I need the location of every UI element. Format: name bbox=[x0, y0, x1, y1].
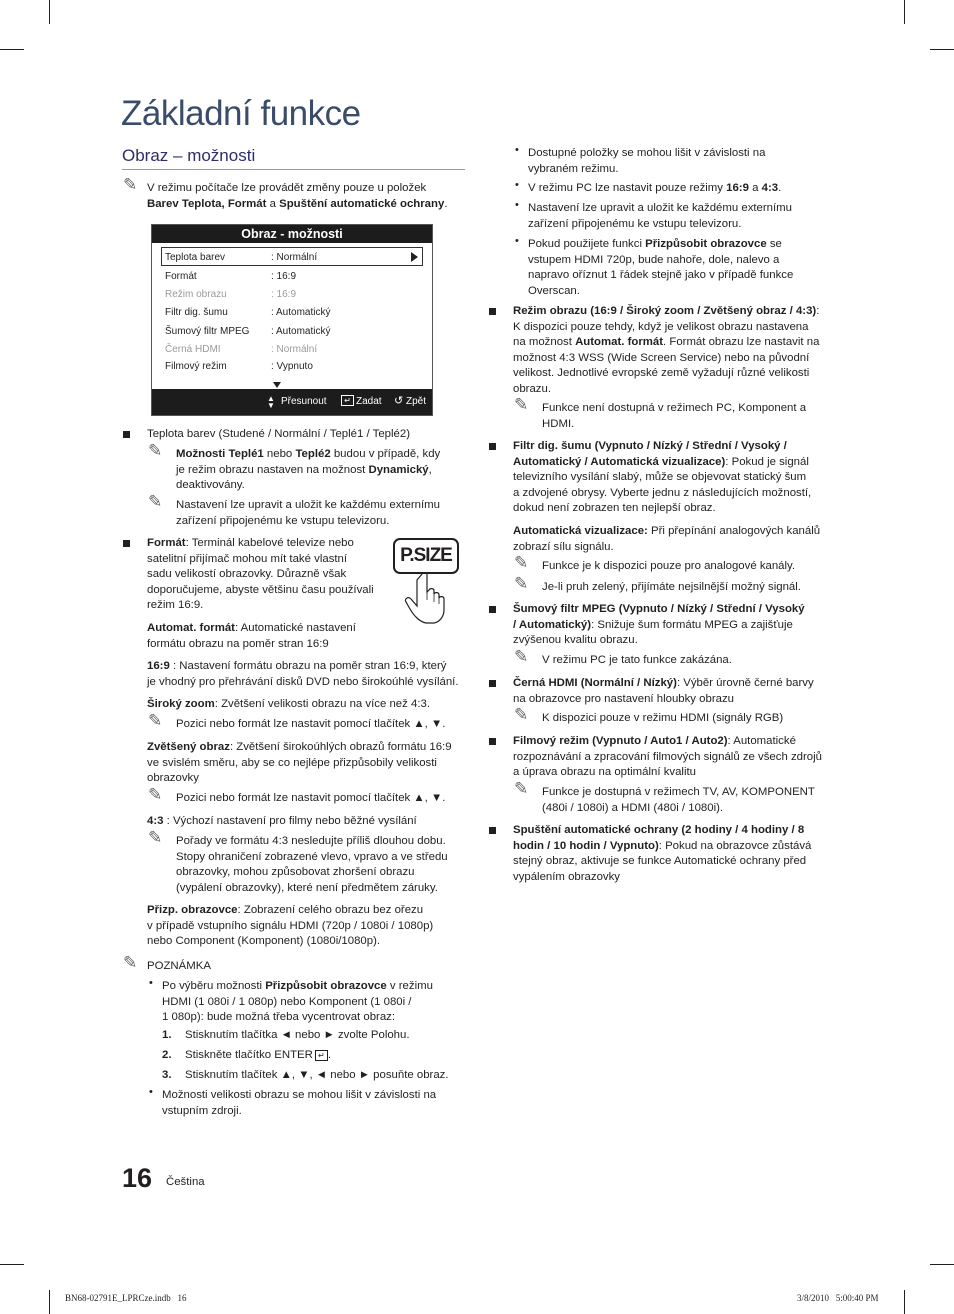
square-bullet bbox=[489, 738, 496, 745]
crop-mark bbox=[0, 49, 24, 50]
square-bullet bbox=[489, 308, 496, 315]
menu-row-label[interactable]: Teplota barev bbox=[165, 252, 226, 263]
note-icon: ✎ bbox=[148, 441, 163, 460]
note-icon: ✎ bbox=[514, 395, 529, 414]
right-bullet-c: Nastavení lze upravit a uložit ke každému externímu zařízení připojenému ke vstupu televizoru. bbox=[528, 202, 793, 230]
picture-mode: Režim obrazu (16:9 / Široký zoom / Zvětšený obraz / 4:3): K dispozici pouze tehdy, když je velikost obrazu nastavena na možnost Automat. formát. Formát obrazu lze nastavit na možnost 4:3 WSS (Wide Screen Service) nebo na původní velikost. Jednotlivé evropské země vyžadují různé velikosti obrazu. bbox=[513, 305, 820, 395]
format-zoom: Zvětšený obraz: Zvětšení širokoúhlých obrazů formátu 16:9 ve svislém směru, aby se co nejlépe přizpůsobily velikosti obrazovky bbox=[147, 741, 452, 785]
return-icon: ↺ bbox=[394, 395, 404, 407]
step-number: 3. bbox=[162, 1069, 172, 1081]
updown-icon: ▲ ▼ bbox=[267, 394, 275, 410]
pointing-hand-icon bbox=[404, 572, 462, 624]
step-text: Stisknutím tlačítka ◄ nebo ► zvolte Polohu. bbox=[185, 1029, 410, 1041]
color-temp-note-1: Možnosti Teplé1 nebo Teplé2 budou v případě, kdy je režim obrazu nastaven na možnost Dynamický, deaktivovány. bbox=[176, 448, 441, 492]
psize-button-icon: P.SIZE bbox=[393, 538, 459, 574]
crop-mark bbox=[930, 1264, 954, 1265]
format-description: Formát: Terminál kabelové televize nebo satelitní přijímač mohou mít také vlastní sadu velikostí obrazovky. Důrazně však doporučujeme, abyste většinu času používali režim 16:9. bbox=[147, 537, 374, 612]
crop-mark bbox=[930, 49, 954, 50]
crop-mark bbox=[904, 0, 905, 24]
note-icon: ✎ bbox=[514, 553, 529, 572]
page-language: Čeština bbox=[166, 1176, 205, 1188]
footer-file: BN68-02791E_LPRCze.indb 16 bbox=[65, 1293, 187, 1303]
square-bullet bbox=[489, 827, 496, 834]
picture-options-menu bbox=[151, 224, 433, 416]
menu-arrow-right-icon bbox=[411, 252, 418, 262]
square-bullet bbox=[123, 540, 130, 547]
crop-mark bbox=[49, 1290, 50, 1314]
format-16-9: 16:9 : Nastavení formátu obrazu na poměr stran 16:9, který je vhodný pro přehrávání disků DVD nebo širokoúhlé vysílání. bbox=[147, 660, 459, 688]
page-number: 16 bbox=[122, 1163, 153, 1193]
digital-noise-filter: Filtr dig. šumu (Vypnuto / Nízký / Střední / Vysoký / Automatický / Automatická vizualizace): Pokud je signál televizního vysílání slabý, může se objevovat statický šum a zdvojené obrysy. Vyberte jednu z následujících možností, dokud není zobrazen ten nejlepší obraz. bbox=[513, 440, 812, 515]
menu-title: Obraz - možnosti bbox=[152, 225, 432, 243]
menu-row-value: : Normální bbox=[271, 252, 318, 263]
film-mode-note: Funkce je dostupná v režimech TV, AV, KOMPONENT (480i / 1080i) a HDMI (480i / 1080i). bbox=[542, 786, 815, 814]
enter-icon: ↵ bbox=[315, 1050, 328, 1061]
crop-mark bbox=[49, 0, 50, 24]
menu-footer-enter[interactable]: Zadat bbox=[356, 396, 382, 407]
note-icon: ✎ bbox=[148, 828, 163, 847]
page-title: Základní funkce bbox=[121, 94, 361, 133]
zoom-note: Pozici nebo formát lze nastavit pomocí tlačítek ▲, ▼. bbox=[176, 792, 446, 804]
note-bullet-1: Po výběru možnosti Přizpůsobit obrazovce v režimu HDMI (1 080i / 1 080p) nebo Komponent (1 080i / 1 080p): bude možná třeba vycentrovat obraz: bbox=[162, 980, 433, 1024]
menu-footer-move[interactable]: Přesunout bbox=[281, 396, 327, 407]
step-text: Stisknutím tlačítek ▲, ▼, ◄ nebo ► posuňte obraz. bbox=[185, 1069, 449, 1081]
menu-row-value: : 16:9 bbox=[271, 289, 297, 300]
bullet-dot: • bbox=[515, 235, 519, 247]
step-number: 1. bbox=[162, 1029, 172, 1041]
mpeg-noise-filter: Šumový filtr MPEG (Vypnuto / Nízký / Střední / Vysoký / Automatický): Snižuje šum formátu MPEG a zajišťuje zvýšenou kvalitu obrazu. bbox=[513, 603, 805, 647]
hdmi-note: K dispozici pouze v režimu HDMI (signály RGB) bbox=[542, 712, 784, 724]
note-icon: ✎ bbox=[123, 953, 138, 972]
menu-row-value: : Vypnuto bbox=[271, 361, 313, 372]
menu-row-label: Černá HDMI bbox=[165, 344, 221, 355]
enter-icon: ↵ bbox=[341, 395, 354, 406]
square-bullet bbox=[489, 680, 496, 687]
right-bullet-d: Pokud použijete funkci Přizpůsobit obrazovce se vstupem HDMI 720p, bude nahoře, dole, nalevo a napravo oříznut 1 řádek stejně jako v případě funkce Overscan. bbox=[528, 238, 794, 297]
note-heading: POZNÁMKA bbox=[147, 960, 211, 972]
square-bullet bbox=[489, 606, 496, 613]
noise-filter-note-2: Je-li pruh zelený, přijímáte nejsilnější možný signál. bbox=[542, 581, 801, 593]
note-icon: ✎ bbox=[148, 492, 163, 511]
right-bullet-a: Dostupné položky se mohou lišit v závislosti na vybraném režimu. bbox=[528, 147, 766, 175]
auto-protection: Spuštění automatické ochrany (2 hodiny / 4 hodiny / 8 hodin / 10 hodin / Vypnuto): Pokud na obrazovce zůstává stejný obraz, aktivuje se funkce Automatické ochrany před vypálením obrazovky bbox=[513, 824, 812, 883]
menu-row-value: : Automatický bbox=[271, 326, 331, 337]
note-icon: ✎ bbox=[514, 779, 529, 798]
bullet-dot: • bbox=[149, 977, 153, 989]
film-mode: Filmový režim (Vypnuto / Auto1 / Auto2): Automatické rozpoznávání a zpracování filmových signálů ze všech zdrojů a úprava obrazu na optimální kvalitu bbox=[513, 735, 822, 779]
color-temp-note-2: Nastavení lze upravit a uložit ke každému externímu zařízení připojenému ke vstupu televizoru. bbox=[176, 499, 441, 527]
bullet-dot: • bbox=[149, 1086, 153, 1098]
picture-mode-note: Funkce není dostupná v režimech PC, Komponent a HDMI. bbox=[542, 402, 807, 430]
step-number: 2. bbox=[162, 1049, 172, 1061]
format-fit-screen: Přizp. obrazovce: Zobrazení celého obrazu bez ořezu v případě vstupního signálu HDMI (720p / 1080i / 1080p) nebo Component (Komponent) (1080i/1080p). bbox=[147, 904, 434, 948]
menu-row-label[interactable]: Filmový režim bbox=[165, 361, 227, 372]
note-icon: ✎ bbox=[148, 711, 163, 730]
menu-footer-back[interactable]: Zpět bbox=[406, 396, 427, 407]
auto-visualization: Automatická vizualizace: Při přepínání analogových kanálů zobrazí sílu signálu. bbox=[513, 525, 821, 553]
auto-format: Automat. formát: Automatické nastavení formátu obrazu na poměr stran 16:9 bbox=[147, 622, 356, 650]
right-bullet-b: V režimu PC lze nastavit pouze režimy 16:9 a 4:3. bbox=[528, 182, 782, 194]
menu-row-label[interactable]: Šumový filtr MPEG bbox=[165, 326, 250, 337]
intro-note: V režimu počítače lze provádět změny pouze u položek Barev Teplota, Formát a Spuštění automatické ochrany. bbox=[147, 182, 448, 210]
note-bullet-2: Možnosti velikosti obrazu se mohou lišit v závislosti na vstupním zdroji. bbox=[162, 1089, 437, 1117]
wide-zoom-note: Pozici nebo formát lze nastavit pomocí tlačítek ▲, ▼. bbox=[176, 718, 446, 730]
noise-filter-note-1: Funkce je k dispozici pouze pro analogové kanály. bbox=[542, 560, 796, 572]
menu-row-label: Režim obrazu bbox=[165, 289, 227, 300]
menu-footer bbox=[152, 389, 432, 415]
color-temp-heading: Teplota barev (Studené / Normální / Teplé1 / Teplé2) bbox=[147, 428, 410, 440]
footer-date: 3/8/2010 5:00:40 PM bbox=[797, 1293, 879, 1303]
note-icon: ✎ bbox=[514, 705, 529, 724]
step-text: Stiskněte tlačítko ENTER ↵ . bbox=[185, 1049, 332, 1061]
menu-scroll-down-icon[interactable] bbox=[273, 382, 281, 388]
menu-row-value: : 16:9 bbox=[271, 271, 297, 282]
menu-row-value: : Normální bbox=[271, 344, 318, 355]
crop-mark bbox=[904, 1290, 905, 1314]
format-4-3-note: Pořady ve formátu 4:3 nesledujte příliš dlouhou dobu. Stopy ohraničení zobrazené vlevo, vpravo a ve středu obrazovky, mohou způsobovat zhoršení obrazu (vypálení obrazovky), které není předmětem záruky. bbox=[176, 835, 448, 894]
bullet-dot: • bbox=[515, 144, 519, 156]
note-icon: ✎ bbox=[123, 175, 138, 194]
note-icon: ✎ bbox=[514, 574, 529, 593]
square-bullet bbox=[489, 443, 496, 450]
hdmi-black-level: Černá HDMI (Normální / Nízký): Výběr úrovně černé barvy na obrazovce pro nastavení hloubky obrazu bbox=[513, 677, 814, 705]
menu-row-value: : Automatický bbox=[271, 307, 331, 318]
crop-mark bbox=[0, 1264, 24, 1265]
section-title: Obraz – možnosti bbox=[122, 146, 256, 165]
mpeg-note: V režimu PC je tato funkce zakázána. bbox=[542, 654, 732, 666]
note-icon: ✎ bbox=[514, 647, 529, 666]
menu-row-label[interactable]: Filtr dig. šumu bbox=[165, 307, 228, 318]
format-wide-zoom: Široký zoom: Zvětšení velikosti obrazu na více než 4:3. bbox=[147, 698, 430, 710]
square-bullet bbox=[123, 431, 130, 438]
note-icon: ✎ bbox=[148, 785, 163, 804]
bullet-dot: • bbox=[515, 199, 519, 211]
bullet-dot: • bbox=[515, 179, 519, 191]
section-rule bbox=[122, 169, 465, 170]
menu-row-label[interactable]: Formát bbox=[165, 271, 197, 282]
format-4-3: 4:3 : Výchozí nastavení pro filmy nebo běžné vysílání bbox=[147, 815, 417, 827]
